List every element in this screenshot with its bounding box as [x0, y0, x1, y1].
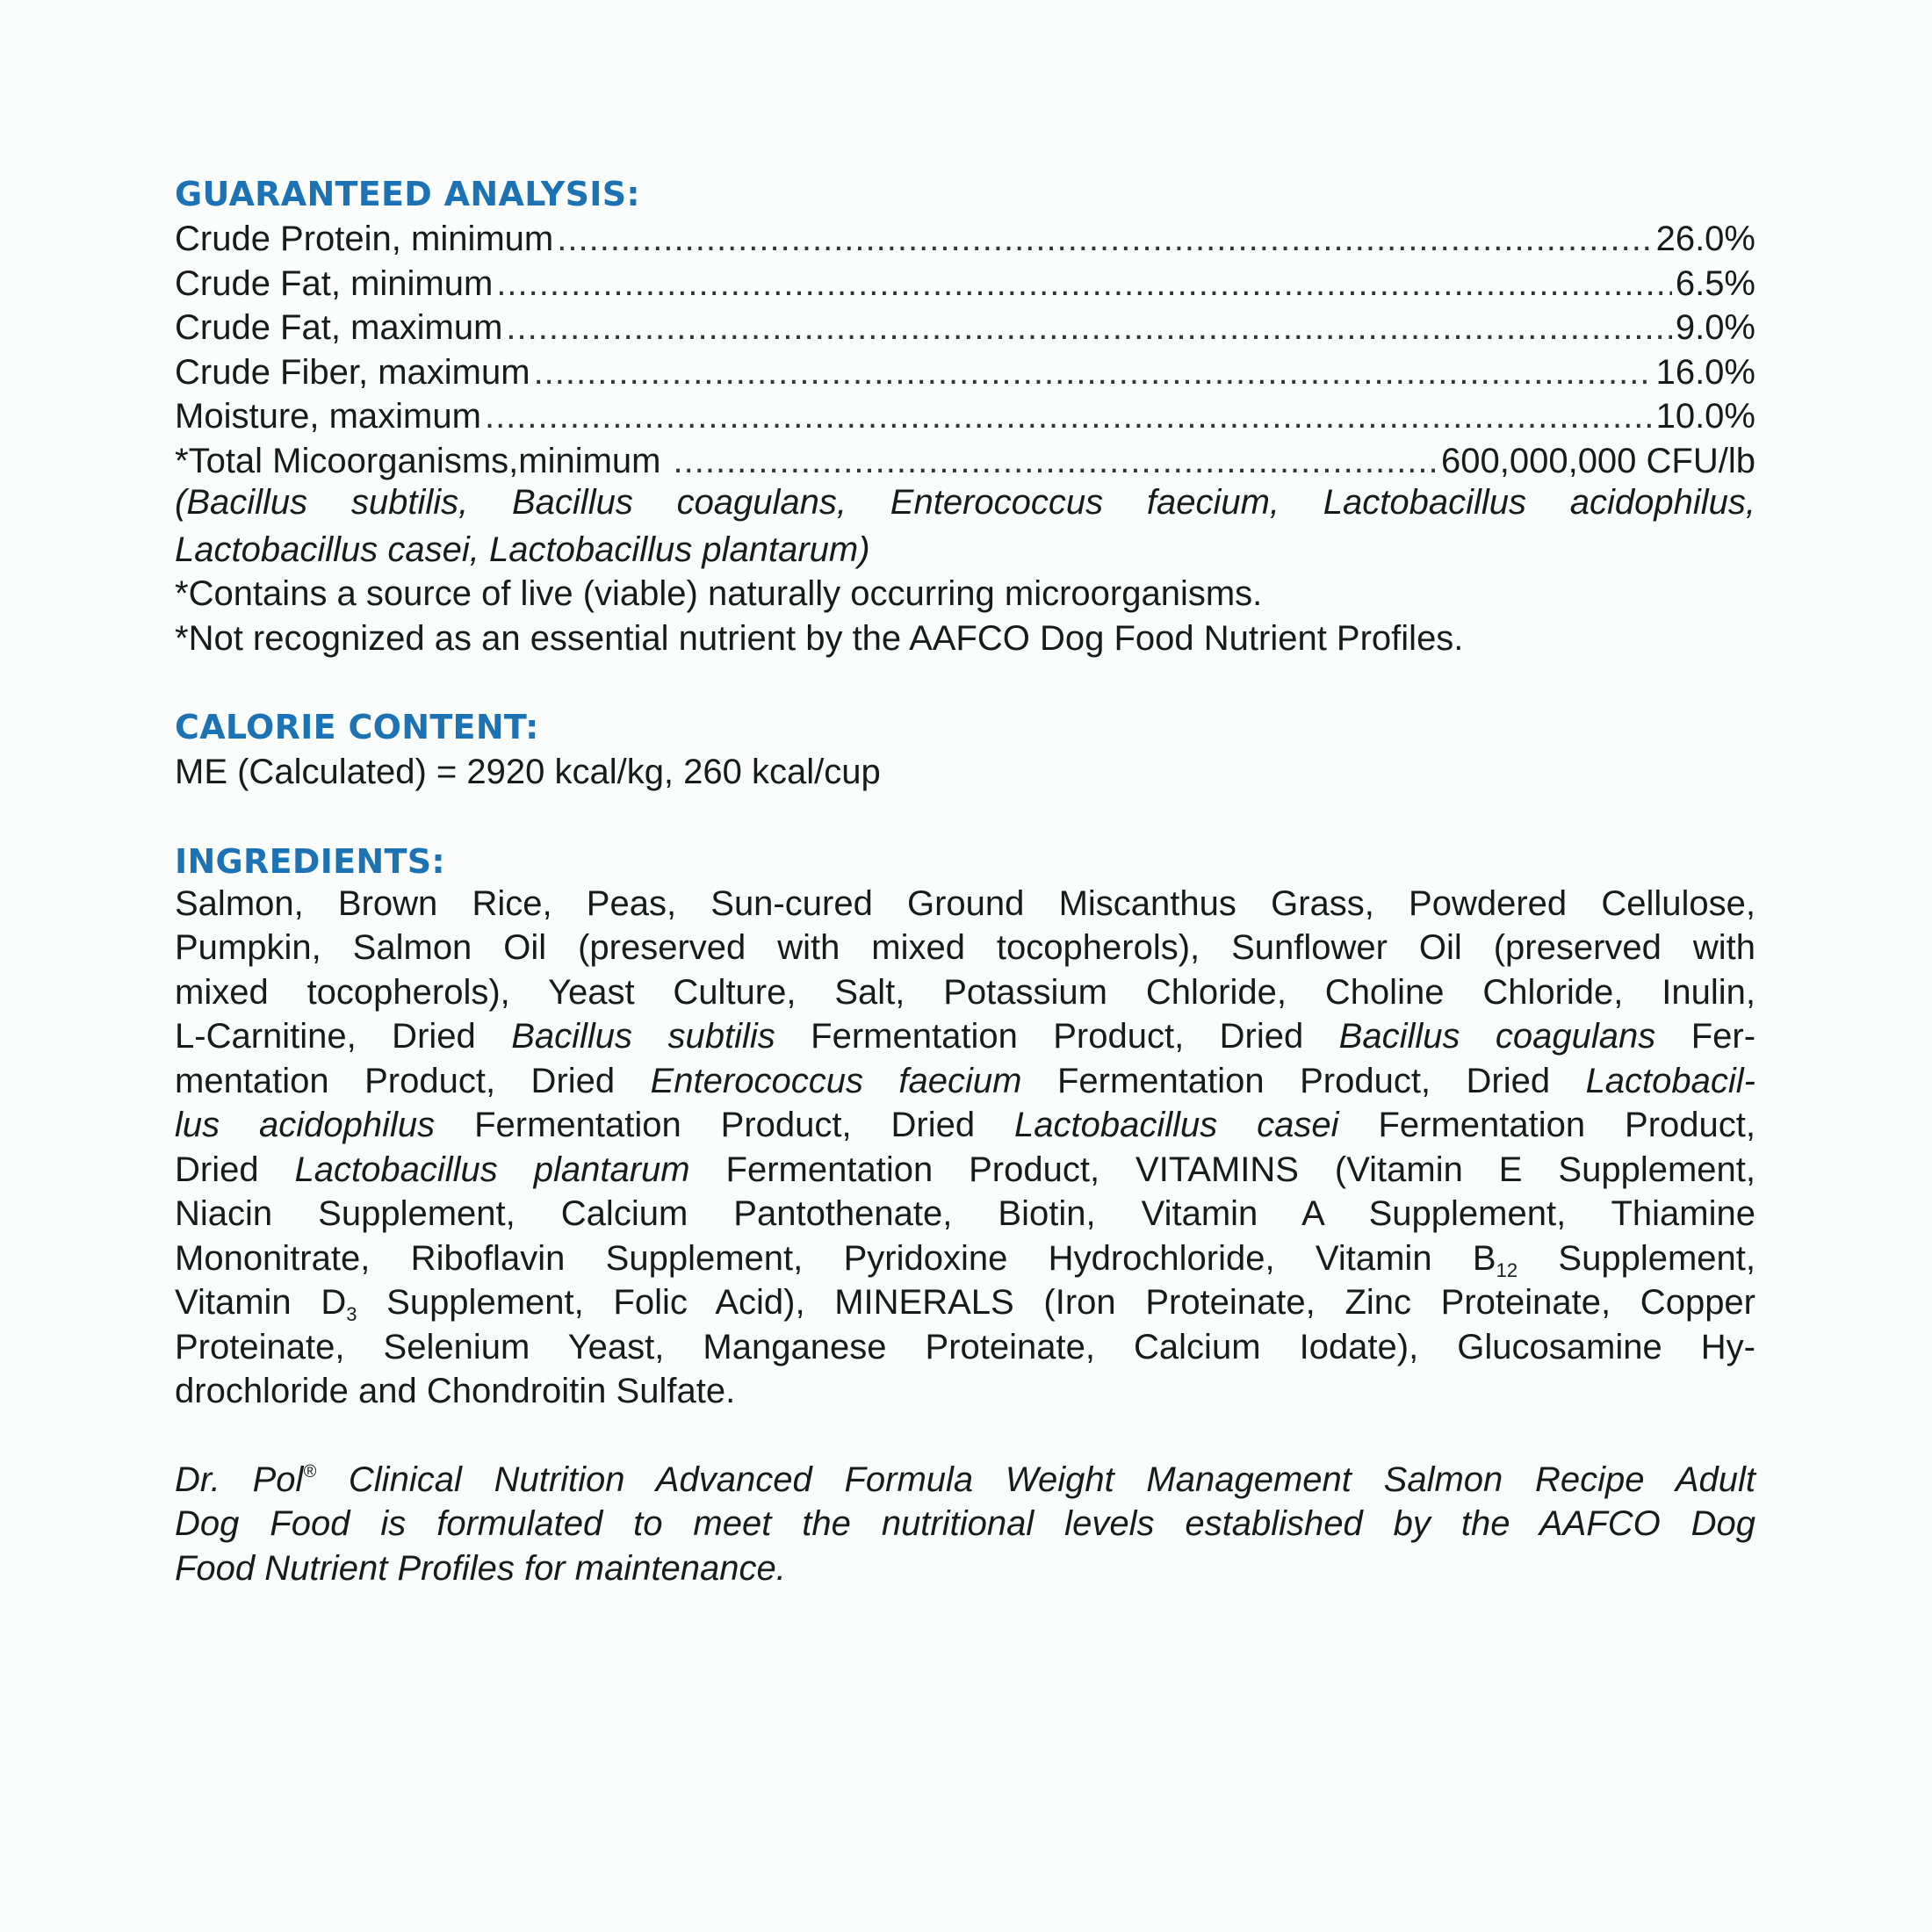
- analysis-row-value: 6.5%: [1675, 263, 1755, 303]
- analysis-row-value: 26.0%: [1655, 220, 1755, 258]
- analysis-row-label: Crude Fiber, maximum: [175, 352, 530, 392]
- analysis-row-label: Crude Protein, minimum: [175, 220, 554, 258]
- analysis-row-crude-protein: [175, 217, 1755, 262]
- calorie-content-heading: CALORIE CONTENT:: [175, 708, 539, 746]
- analysis-row-crude-fat-min: [175, 262, 1755, 306]
- ingredients-line: Pumpkin, Salmon Oil (preserved with mixed tocopherols), Sunflower Oil (preserved with: [175, 928, 1755, 967]
- ingredients-heading: INGREDIENTS:: [175, 841, 445, 881]
- organisms-list-line-1: (Bacillus subtilis, Bacillus coagulans, Enterococcus faecium, Lactobacillus acidophilus,: [175, 483, 1755, 522]
- ingredients-line: drochloride and Chondroitin Sulfate.: [175, 1372, 736, 1410]
- analysis-row-value: 600,000,000 CFU/lb: [1440, 441, 1755, 480]
- aafco-statement: [175, 1460, 1755, 1594]
- organisms-list-line-2: Lactobacillus casei, Lactobacillus plantarum): [175, 530, 870, 569]
- ingredients-line: Proteinate, Selenium Yeast, Manganese Proteinate, Calcium Iodate), Glucosamine Hy-: [175, 1327, 1755, 1366]
- analysis-row-moisture: [175, 394, 1755, 439]
- dot-leader: [485, 394, 1653, 439]
- dot-leader: [557, 217, 1652, 262]
- footnote-not-essential-nutrient: *Not recognized as an essential nutrient by the AAFCO Dog Food Nutrient Profiles.: [175, 618, 1464, 658]
- analysis-row-label: Crude Fat, minimum: [175, 263, 494, 303]
- analysis-row-value: 9.0%: [1675, 308, 1755, 347]
- dot-leader: [506, 306, 1671, 350]
- aafco-statement-line: Dr. Pol® Clinical Nutrition Advanced Formula Weight Management Salmon Recipe Adult: [175, 1460, 1755, 1499]
- dot-leader: [496, 262, 1672, 306]
- analysis-row-label: Moisture, maximum: [175, 397, 481, 436]
- analysis-row-value: 10.0%: [1655, 397, 1755, 436]
- aafco-statement-line: Food Nutrient Profiles for maintenance.: [175, 1548, 786, 1588]
- ingredients-line: L-Carnitine, Dried Bacillus subtilis Fermentation Product, Dried Bacillus coagulans Fer-: [175, 1017, 1756, 1056]
- dot-leader: [534, 350, 1653, 395]
- calorie-content-text: ME (Calculated) = 2920 kcal/kg, 260 kcal/cup: [175, 753, 881, 791]
- analysis-row-label: Crude Fat, maximum: [175, 308, 503, 347]
- ingredients-text: [175, 884, 1755, 1417]
- ingredients-line: mixed tocopherols), Yeast Culture, Salt, Potassium Chloride, Choline Chloride, Inulin,: [175, 972, 1755, 1012]
- ingredients-line: mentation Product, Dried Enterococcus faecium Fermentation Product, Dried Lactobacil-: [175, 1061, 1755, 1100]
- ingredients-line: Salmon, Brown Rice, Peas, Sun-cured Ground Miscanthus Grass, Powdered Cellulose,: [175, 883, 1755, 923]
- dot-leader: [673, 439, 1438, 484]
- analysis-row-microorganisms: [175, 439, 1755, 484]
- analysis-row-value: 16.0%: [1655, 352, 1755, 392]
- ingredients-line: Dried Lactobacillus plantarum Fermentation Product, VITAMINS (Vitamin E Supplement,: [175, 1150, 1756, 1189]
- ingredients-line: Niacin Supplement, Calcium Pantothenate, Biotin, Vitamin A Supplement, Thiamine: [175, 1194, 1755, 1233]
- aafco-statement-line: Dog Food is formulated to meet the nutritional levels established by the AAFCO Dog: [175, 1504, 1755, 1543]
- label-panel: [175, 171, 1755, 1593]
- analysis-row-label: *Total Micoorganisms,minimum: [175, 441, 661, 480]
- analysis-row-crude-fiber: [175, 350, 1755, 395]
- ingredients-line: lus acidophilus Fermentation Product, Dried Lactobacillus casei Fermentation Product,: [175, 1106, 1756, 1144]
- analysis-row-crude-fat-max: [175, 306, 1755, 350]
- ingredients-line: Mononitrate, Riboflavin Supplement, Pyridoxine Hydrochloride, Vitamin $B_{12}$ Supplement,: [175, 1238, 1756, 1281]
- footnote-live-microorganisms: *Contains a source of live (viable) naturally occurring microorganisms.: [175, 574, 1263, 613]
- guaranteed-analysis-heading: GUARANTEED ANALYSIS:: [175, 175, 640, 213]
- registered-mark: ®: [303, 1461, 317, 1481]
- ingredients-line: Vitamin $D_3$ Supplement, Folic Acid), MINERALS (Iron Proteinate, Zinc Proteinate, Copper: [175, 1283, 1756, 1325]
